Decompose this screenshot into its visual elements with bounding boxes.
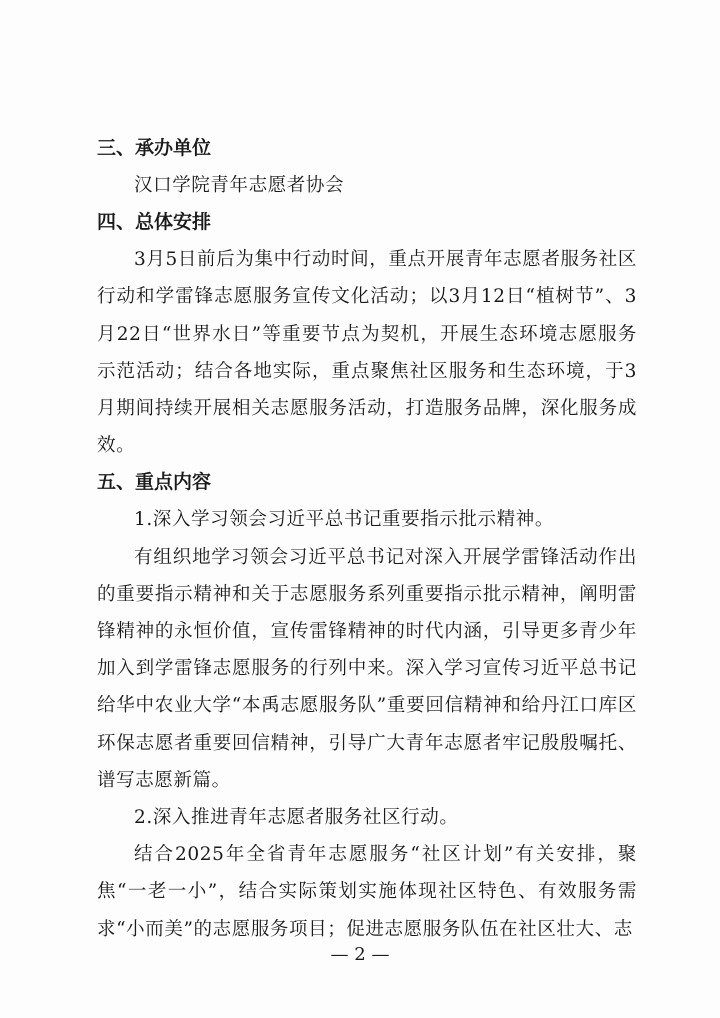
section-heading-key-content: 五、重点内容 [97,471,212,494]
subheading-item-2: 2.深入推进青年志愿者服务社区行动。 [134,807,459,829]
paragraph-organizer-name: 汉口学院青年志愿者协会 [134,175,345,196]
section-heading-organizer: 三、承办单位 [97,137,212,159]
paragraph-arrangement: 3月5日前后为集中行动时间，重点开展青年志愿者服务社区行动和学雷锋志愿服务宣传文化活动；以3月12日“植树节”、3月22日“世界水日”等重要节点为契机，开展生态环境志愿服务示范活动；结合各地实际，重点聚焦社区服务和生态环境，于3月期间持续开展相关志愿服务活动，打造服务品牌，深化服务成效。 [97,249,637,457]
page-number: — 2 — [330,944,390,965]
subheading-item-1: 1.深入学习领会习近平总书记重要指示批示精神。 [134,509,554,531]
paragraph-item-2: 结合2025年全省青年志愿服务“社区计划”有关安排，聚焦“一老一小”，结合实际策划实施体现社区特色、有效服务需求“小而美”的志愿服务项目；促进志愿服务队伍在社区壮大、志 [97,844,637,940]
document-body [97,130,637,948]
paragraph-item-1: 有组织地学习领会习近平总书记对深入开展学雷锋活动作出的重要指示精神和关于志愿服务系列重要指示批示精神，阐明雷锋精神的永恒价值，宣传雷锋精神的时代内涵，引导更多青少年加入到学雷锋志愿服务的行列中来。深入学习宣传习近平总书记给华中农业大学“本禹志愿服务队”重要回信精神和给丹江口库区环保志愿者重要回信精神，引导广大青年志愿者牢记殷殷嘱托、谱写志愿新篇。 [97,546,637,791]
section-heading-arrangement: 四、总体安排 [97,211,212,234]
